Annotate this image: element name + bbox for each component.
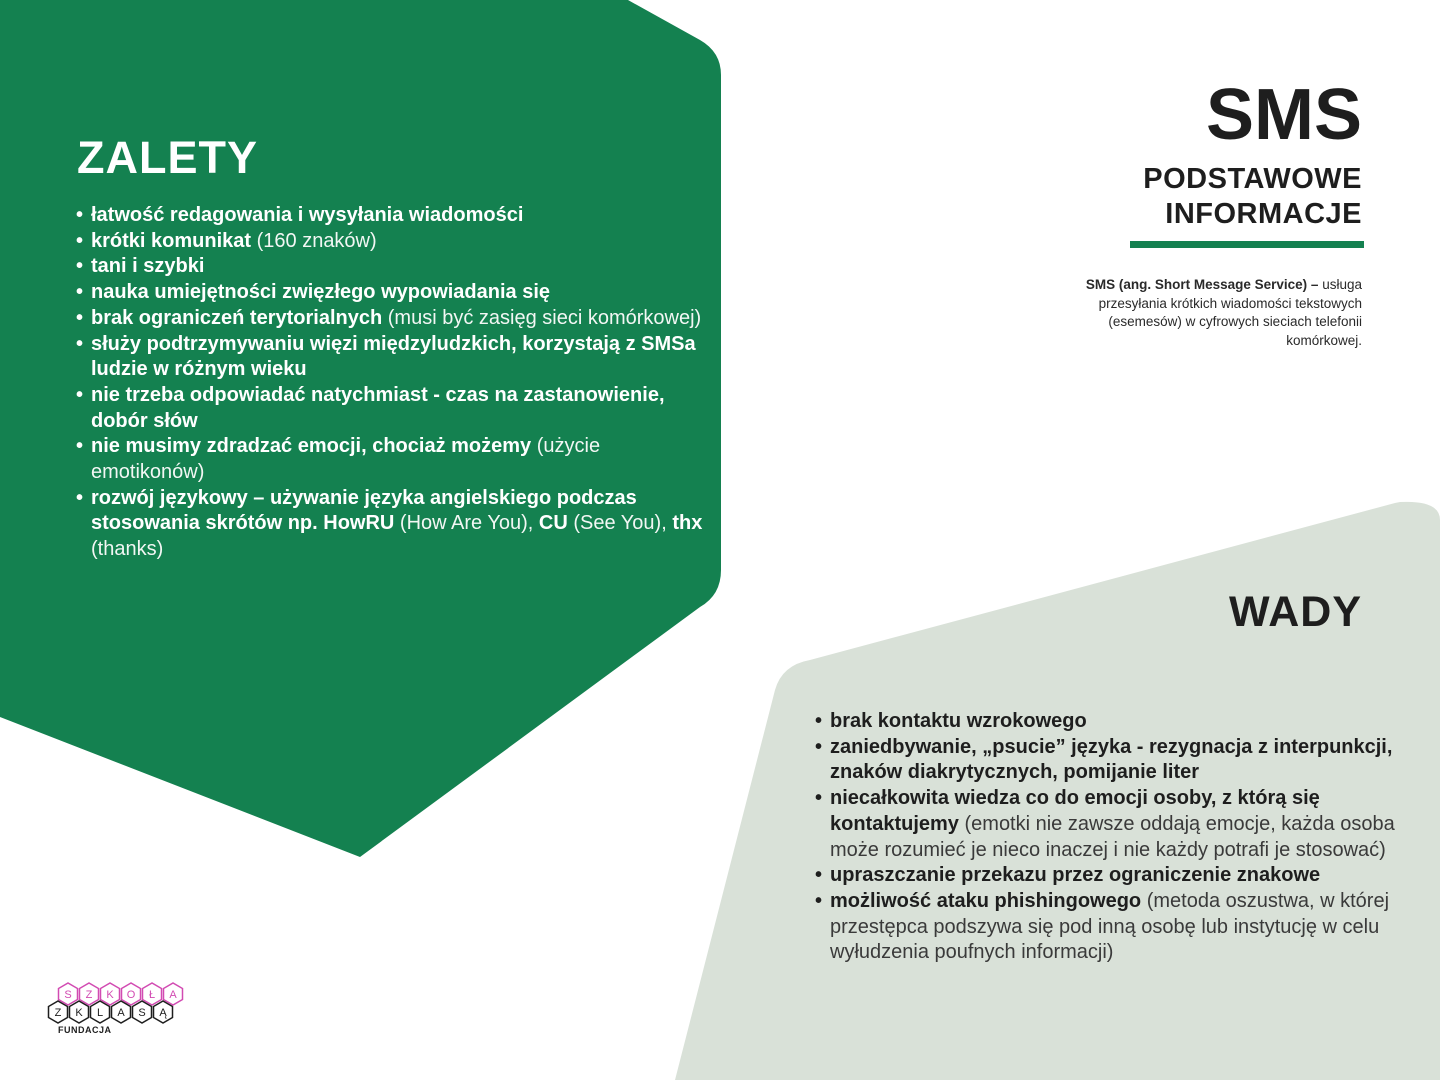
list-item: • brak ograniczeń terytorialnych (musi być zasięg sieci komórkowej): [76, 306, 716, 332]
list-item: • rozwój językowy – używanie języka angielskiego podczas stosowania skrótów np. HowRU (How Are You), CU (See You), thx (thanks): [76, 486, 716, 563]
wady-heading: WADY: [1229, 588, 1362, 636]
zalety-heading: ZALETY: [77, 132, 258, 183]
logo-caption: FUNDACJA: [58, 1025, 112, 1035]
logo-letter: Z: [54, 1007, 62, 1019]
logo-letter: K: [106, 989, 114, 1001]
list-item: • tani i szybki: [76, 254, 716, 280]
list-item: • służy podtrzymywaniu więzi międzyludzkich, korzystają z SMSa ludzie w różnym wieku: [76, 332, 716, 383]
page-subtitle: [962, 162, 1362, 232]
list-item: • brak kontaktu wzrokowego: [815, 709, 1395, 735]
list-item: • nie musimy zdradzać emocji, chociaż możemy (użycie emotikonów): [76, 434, 716, 485]
logo-letter: L: [96, 1007, 104, 1019]
logo-letter: Ł: [148, 989, 156, 1001]
list-item: • niecałkowita wiedza co do emocji osoby, z którą się kontaktujemy (emotki nie zawsze oddają emocje, każda osoba może rozumieć je nieco inaczej i nie każdy potrafi je stosować): [815, 786, 1395, 863]
list-item: • możliwość ataku phishingowego (metoda oszustwa, w której przestępca podszywa się pod inną osobę lub instytucję w celu wyłudzenia poufnych informacji): [815, 889, 1395, 966]
list-item: • zaniedbywanie, „psucie” języka - rezygnacja z interpunkcji, znaków diakrytycznych, pomijanie liter: [815, 735, 1395, 786]
zalety-list: [76, 203, 716, 563]
logo-letter: O: [126, 989, 136, 1001]
list-item: • nauka umiejętności zwięzłego wypowiadania się: [76, 280, 716, 306]
title-underline: [1130, 241, 1364, 248]
list-item: • łatwość redagowania i wysyłania wiadomości: [76, 203, 716, 229]
wady-list: [815, 709, 1395, 966]
logo-letter: S: [64, 989, 72, 1001]
list-item: • nie trzeba odpowiadać natychmiast - czas na zastanowienie, dobór słów: [76, 383, 716, 434]
list-item: • krótki komunikat (160 znaków): [76, 229, 716, 255]
list-item: • upraszczanie przekazu przez ograniczenie znakowe: [815, 863, 1395, 889]
logo-letter: A: [117, 1007, 125, 1019]
definition-text: [1032, 276, 1362, 350]
logo-letter: K: [75, 1007, 83, 1019]
logo-letter: Z: [85, 989, 93, 1001]
definition-term: SMS (ang. Short Message Service) –: [1085, 277, 1319, 292]
subtitle-line-2: INFORMACJE: [1165, 198, 1362, 230]
logo-letter: S: [138, 1007, 146, 1019]
definition-body: usługa przesyłania krótkich wiadomości tekstowych (esemesów) w cyfrowych sieciach telefonii komórkowej.: [1098, 277, 1362, 348]
page-title: SMS: [1205, 75, 1362, 155]
logo-letter: Ą: [159, 1007, 167, 1019]
subtitle-line-1: PODSTAWOWE: [1143, 163, 1362, 195]
logo-letter: A: [169, 989, 177, 1001]
